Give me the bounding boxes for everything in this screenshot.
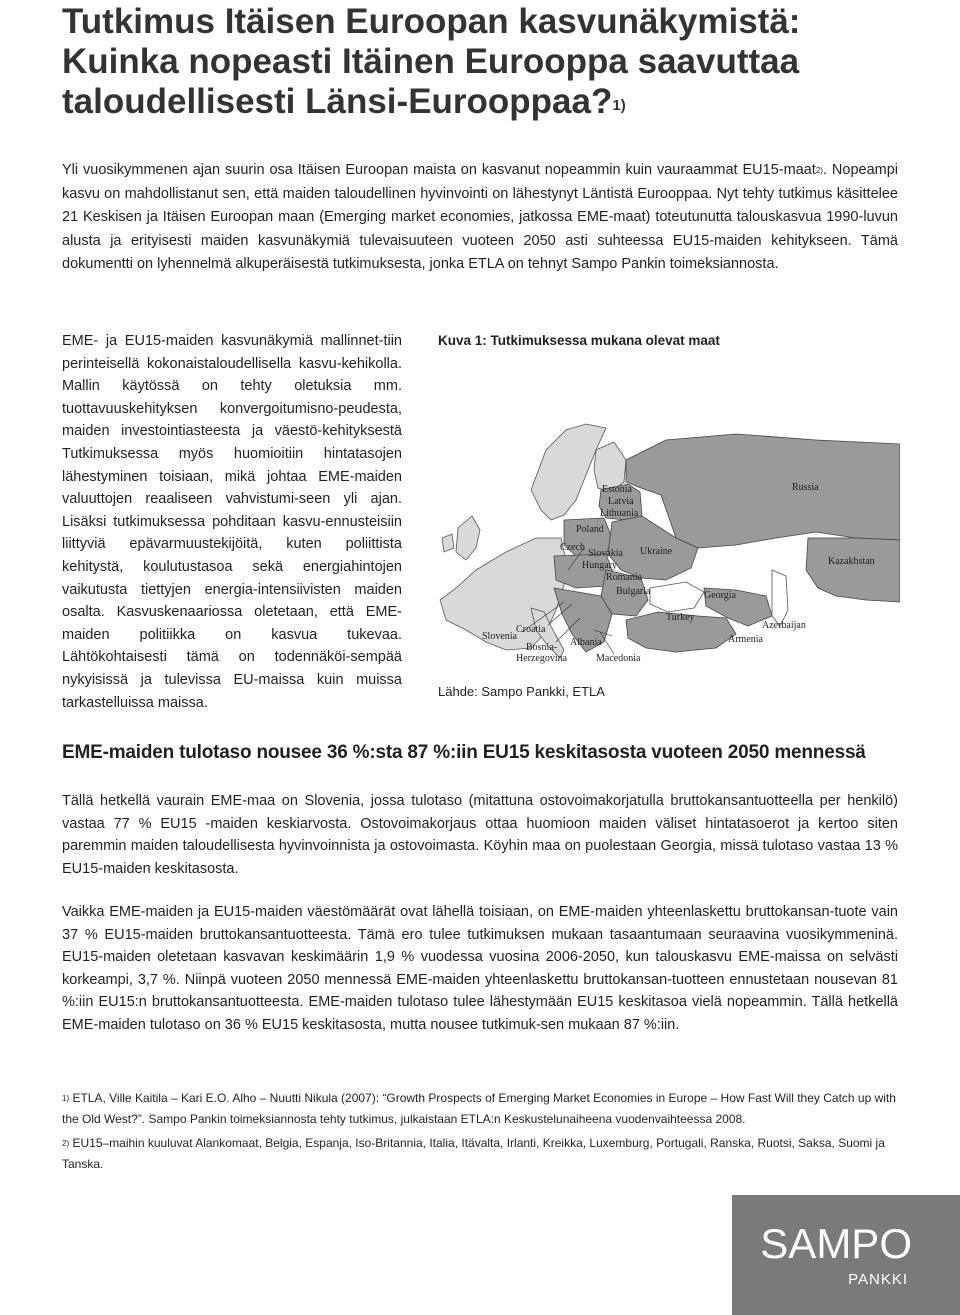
map-label-bosnia-1: Bosnia-: [526, 642, 558, 653]
uk-shape: [456, 516, 480, 560]
map-label-croatia: Croatia: [516, 624, 546, 635]
map-label-czech: Czech: [560, 542, 585, 553]
ireland-shape: [442, 534, 454, 552]
intro-text-1: Yli vuosikymmenen ajan suurin osa Itäisen Euroopan maista on kasvanut nopeammin kuin vauraammat EU15-maat: [62, 162, 816, 178]
page-title: [62, 2, 922, 122]
footnote-2-ref: 2): [62, 1139, 70, 1148]
russia-shape: [626, 434, 900, 548]
europe-map-svg: [436, 420, 900, 682]
caspian-sea-shape: [772, 570, 788, 626]
footnote-1-text: ETLA, Ville Kaitila – Kari E.O. Alho – Nuutti Nikula (2007): “Growth Prospects of Emerging Market Economies in Europe – How Fast Will they Catch up with the Old West?”. Sampo Pankin toimeksiannosta tehty tutkimus, julkaistaan ETLA:n Keskustelunaiheena vuodenvaihteessa 2008.: [62, 1091, 896, 1126]
map-label-romania: Romania: [606, 572, 643, 583]
intro-footnote-ref: 2): [815, 166, 823, 175]
map-label-lithuania: Lithuania: [600, 508, 639, 519]
paragraph-2: Vaikka EME-maiden ja EU15-maiden väestömäärät ovat lähellä toisiaan, on EME-maiden yhteenlaskettu bruttokansan-tuote vain 37 % EU15-maiden bruttokansantuotteesta. Tämä ero tulee tutkimuksen mukaan tasaantumaan seuraavina vuosikymmeninä. EU15-maiden oletetaan kasvavan keskimäärin 1,9 % vuodessa vuosina 2006-2050, kun talouskasvu EME-maissa on selvästi korkeampi, 3,7 %. Niinpä vuoteen 2050 mennessä EME-maiden yhteenlaskettu bruttokansan-tuotteen ennustetaan nousevan 81 %:iin EU15:n bruttokansantuotteesta. EME-maiden tulotaso tulee lähestymään EU15 keskitasoa vielä nopeammin. Tällä hetkellä EME-maiden tulotaso on 36 % EU15 keskitasosta, mutta nousee tutkimuk-sen mukaan 87 %:iin.: [62, 904, 898, 1033]
map-label-hungary: Hungary: [582, 560, 617, 571]
kazakhstan-shape: [806, 538, 900, 602]
title-line-2: Kuinka nopeasti Itäinen Eurooppa saavuttaa: [62, 42, 800, 81]
figure-caption: Kuva 1: Tutkimuksessa mukana olevat maat: [438, 333, 720, 348]
map-label-estonia: Estonia: [602, 484, 632, 495]
black-sea-shape: [650, 582, 704, 612]
footnote-1: [62, 1088, 902, 1130]
map-label-albania: Albania: [570, 637, 602, 648]
map-label-poland: Poland: [576, 524, 604, 535]
map-label-azerbaijan: Azerbaijan: [762, 620, 806, 631]
map-label-turkey: Turkey: [666, 612, 695, 623]
left-column-text: EME- ja EU15-maiden kasvunäkymiä mallinnet-tiin perinteisellä kokonaistaloudellisella kasvu-kehikolla. Mallin käytössä on tehty oletuksia mm. tuottavuuskehityksen konvergoitumisno-peudesta, maiden investointiasteesta ja väestö-kehityksestä Tutkimuksessa myös huomioitiin hintatasojen lähestyminen toisiaan, mikä johtaa EME-maiden valuuttojen reaaliseen vahvistumi-seen yli ajan. Lisäksi tutkimuksessa pohditaan kasvu-ennusteisiin liittyviä epävarmuustekijöitä, kuten poliittista kehitystä, koulutustasoa sekä energiahintojen vaikutusta tiettyjen energia-intensiivisten maiden osalta. Kasvuskenaariossa oletetaan, että EME-maiden politiikka on kasvua tukevaa. Lähtökohtaisesti tämä on todennäköi-sempää nykyisissä ja tulevissa EU-maissa kuin muissa tarkastelluissa maissa.: [62, 333, 402, 711]
map-label-kazakhstan: Kazakhstan: [828, 556, 875, 567]
map-label-bulgaria: Bulgaria: [616, 586, 651, 597]
logo-sub-text: PANKKI: [848, 1271, 908, 1288]
section-heading: EME-maiden tulotaso nousee 36 %:sta 87 %:iin EU15 keskitasosta vuoteen 2050 mennessä: [62, 742, 866, 763]
map-label-slovakia: Slovakia: [588, 548, 623, 559]
title-line-3-text: taloudellisesti Länsi-Eurooppaa?: [62, 82, 613, 121]
map-label-russia: Russia: [792, 482, 819, 493]
intro-paragraph: [62, 159, 898, 277]
sampo-logo: [732, 1195, 960, 1315]
map-label-macedonia: Macedonia: [596, 653, 641, 664]
map-label-ukraine: Ukraine: [640, 546, 673, 557]
map-label-georgia: Georgia: [704, 590, 737, 601]
map-label-bosnia-2: Herzegovina: [516, 653, 568, 664]
europe-map: [436, 420, 900, 682]
map-label-armenia: Armenia: [728, 634, 763, 645]
figure-source: Lähde: Sampo Pankki, ETLA: [438, 684, 605, 699]
map-label-slovenia: Slovenia: [482, 631, 517, 642]
intro-text-2: . Nopeampi kasvu on mahdollistanut sen, että maiden taloudellinen hyvinvointi on lähestynyt Läntistä Eurooppaa. Nyt tehty tutkimus käsittelee 21 Keskisen ja Itäisen Euroopan maan (Emerging market economies, jatkossa EME-maat) toteutunutta talouskasvua 1990-luvun alusta ja erityisesti maiden kasvunäkymiä tulevaisuuteen vuoteen 2050 asti suhteessa EU15-maiden kehitykseen. Tämä dokumentti on lyhennelmä alkuperäisestä tutkimuksesta, jonka ETLA on tehnyt Sampo Pankin toimeksiannosta.: [62, 162, 899, 272]
logo-main-text: SAMPO: [760, 1220, 912, 1267]
footnote-1-ref: 1): [62, 1094, 70, 1103]
footnote-2: [62, 1133, 902, 1175]
title-line-3: [62, 82, 922, 122]
title-line-1: Tutkimus Itäisen Euroopan kasvunäkymistä:: [62, 2, 801, 41]
paragraph-1: Tällä hetkellä vaurain EME-maa on Slovenia, jossa tulotaso (mitattuna ostovoimakorjatulla bruttokansantuotteella per henkilö) vastaa 77 % EU15 -maiden keskiarvosta. Ostovoimakorjaus ottaa huomioon maiden väliset hintatasoerot ja kertoo siten paremmin maiden taloudellisesta hyvinvoinnista ja ostovoimasta. Köyhin maa on puolestaan Georgia, missä tulotaso vastaa 13 % EU15-maiden keskitasosta.: [62, 793, 898, 877]
title-footnote-ref: 1): [612, 97, 626, 114]
footnote-2-text: EU15–maihin kuuluvat Alankomaat, Belgia, Espanja, Iso-Britannia, Italia, Itävalta, Irlanti, Kreikka, Luxemburg, Portugali, Ranska, Ruotsi, Saksa, Suomi ja Tanska.: [62, 1136, 885, 1171]
map-label-latvia: Latvia: [608, 496, 634, 507]
